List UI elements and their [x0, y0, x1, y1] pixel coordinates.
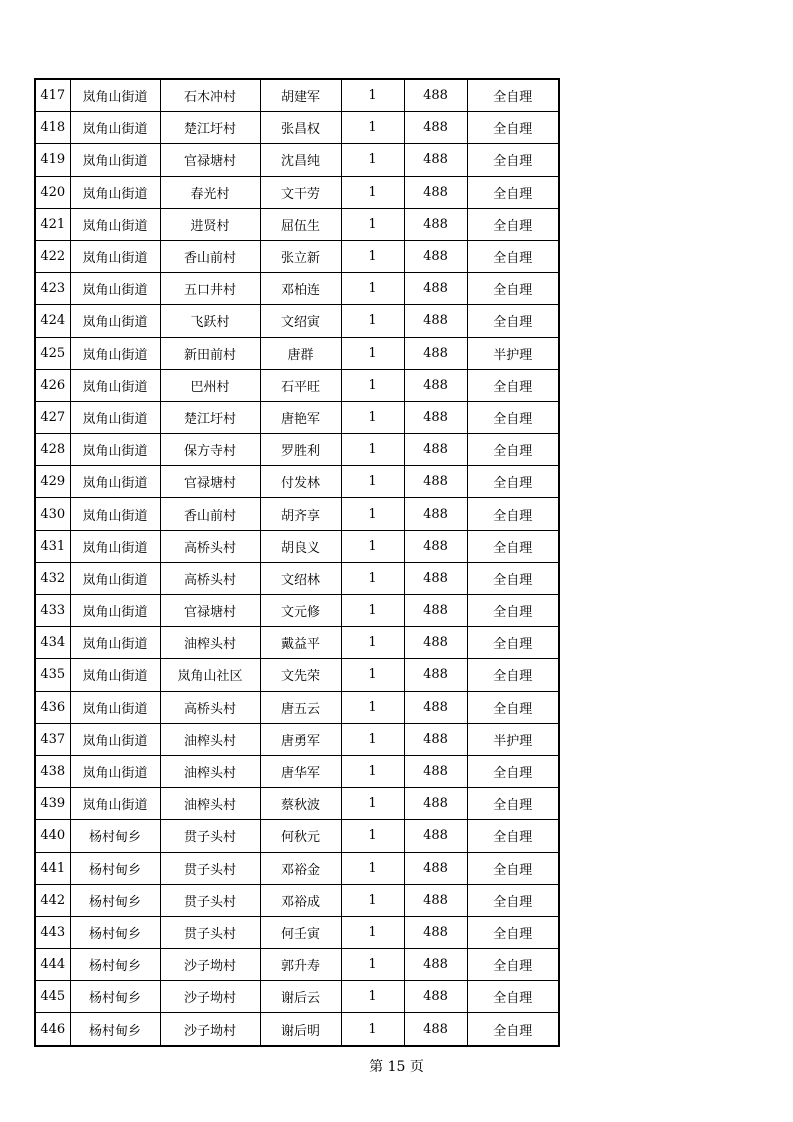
table-row [35, 273, 559, 305]
row-number-cell: 438 [35, 755, 70, 787]
care-level-cell: 全自理 [467, 144, 559, 176]
care-level-cell: 全自理 [467, 981, 559, 1013]
count-cell: 1 [341, 627, 404, 659]
table-row [35, 498, 559, 530]
count-cell: 1 [341, 1013, 404, 1046]
amount-cell: 488 [404, 498, 467, 530]
row-number-cell: 423 [35, 273, 70, 305]
care-level-cell: 全自理 [467, 659, 559, 691]
table-row [35, 401, 559, 433]
street-cell: 岚角山街道 [70, 144, 160, 176]
village-cell: 油榨头村 [160, 627, 260, 659]
name-cell: 唐华军 [260, 755, 341, 787]
street-cell: 岚角山街道 [70, 401, 160, 433]
table-row [35, 466, 559, 498]
name-cell: 戴益平 [260, 627, 341, 659]
care-level-cell: 全自理 [467, 112, 559, 144]
count-cell: 1 [341, 530, 404, 562]
count-cell: 1 [341, 562, 404, 594]
table-row [35, 144, 559, 176]
amount-cell: 488 [404, 176, 467, 208]
row-number-cell: 426 [35, 369, 70, 401]
care-level-cell: 全自理 [467, 916, 559, 948]
street-cell: 岚角山街道 [70, 305, 160, 337]
table-row [35, 981, 559, 1013]
amount-cell: 488 [404, 788, 467, 820]
row-number-cell: 439 [35, 788, 70, 820]
street-cell: 杨村甸乡 [70, 820, 160, 852]
name-cell: 谢后明 [260, 1013, 341, 1046]
name-cell: 文绍林 [260, 562, 341, 594]
street-cell: 岚角山街道 [70, 240, 160, 272]
care-level-cell: 全自理 [467, 530, 559, 562]
table-row [35, 723, 559, 755]
row-number-cell: 427 [35, 401, 70, 433]
care-level-cell: 全自理 [467, 755, 559, 787]
table-row [35, 79, 559, 112]
village-cell: 高桥头村 [160, 530, 260, 562]
name-cell: 文元修 [260, 595, 341, 627]
care-level-cell: 全自理 [467, 273, 559, 305]
name-cell: 唐勇军 [260, 723, 341, 755]
table-row [35, 305, 559, 337]
amount-cell: 488 [404, 691, 467, 723]
row-number-cell: 441 [35, 852, 70, 884]
village-cell: 沙子坳村 [160, 1013, 260, 1046]
name-cell: 何秋元 [260, 820, 341, 852]
street-cell: 岚角山街道 [70, 369, 160, 401]
street-cell: 岚角山街道 [70, 755, 160, 787]
care-level-cell: 全自理 [467, 627, 559, 659]
row-number-cell: 446 [35, 1013, 70, 1046]
name-cell: 唐五云 [260, 691, 341, 723]
table-row [35, 659, 559, 691]
street-cell: 岚角山街道 [70, 112, 160, 144]
row-number-cell: 436 [35, 691, 70, 723]
row-number-cell: 445 [35, 981, 70, 1013]
name-cell: 文干劳 [260, 176, 341, 208]
row-number-cell: 437 [35, 723, 70, 755]
village-cell: 飞跃村 [160, 305, 260, 337]
care-level-cell: 全自理 [467, 305, 559, 337]
row-number-cell: 435 [35, 659, 70, 691]
village-cell: 沙子坳村 [160, 981, 260, 1013]
village-cell: 高桥头村 [160, 562, 260, 594]
street-cell: 岚角山街道 [70, 434, 160, 466]
amount-cell: 488 [404, 884, 467, 916]
care-level-cell: 全自理 [467, 691, 559, 723]
amount-cell: 488 [404, 434, 467, 466]
amount-cell: 488 [404, 755, 467, 787]
name-cell: 文绍寅 [260, 305, 341, 337]
village-cell: 春光村 [160, 176, 260, 208]
count-cell: 1 [341, 305, 404, 337]
care-level-cell: 全自理 [467, 176, 559, 208]
row-number-cell: 434 [35, 627, 70, 659]
name-cell: 张昌权 [260, 112, 341, 144]
street-cell: 岚角山街道 [70, 498, 160, 530]
street-cell: 岚角山街道 [70, 273, 160, 305]
name-cell: 罗胜利 [260, 434, 341, 466]
count-cell: 1 [341, 176, 404, 208]
care-level-cell: 全自理 [467, 79, 559, 112]
table-row [35, 176, 559, 208]
amount-cell: 488 [404, 144, 467, 176]
village-cell: 官禄塘村 [160, 595, 260, 627]
amount-cell: 488 [404, 981, 467, 1013]
village-cell: 进贤村 [160, 208, 260, 240]
amount-cell: 488 [404, 466, 467, 498]
name-cell: 石平旺 [260, 369, 341, 401]
count-cell: 1 [341, 144, 404, 176]
village-cell: 高桥头村 [160, 691, 260, 723]
count-cell: 1 [341, 79, 404, 112]
row-number-cell: 421 [35, 208, 70, 240]
amount-cell: 488 [404, 1013, 467, 1046]
amount-cell: 488 [404, 369, 467, 401]
count-cell: 1 [341, 755, 404, 787]
village-cell: 油榨头村 [160, 723, 260, 755]
name-cell: 胡建军 [260, 79, 341, 112]
row-number-cell: 444 [35, 949, 70, 981]
care-level-cell: 全自理 [467, 1013, 559, 1046]
village-cell: 五口井村 [160, 273, 260, 305]
count-cell: 1 [341, 788, 404, 820]
table-row [35, 562, 559, 594]
row-number-cell: 422 [35, 240, 70, 272]
village-cell: 石木冲村 [160, 79, 260, 112]
street-cell: 岚角山街道 [70, 79, 160, 112]
name-cell: 唐群 [260, 337, 341, 369]
street-cell: 岚角山街道 [70, 691, 160, 723]
amount-cell: 488 [404, 595, 467, 627]
care-level-cell: 全自理 [467, 466, 559, 498]
street-cell: 杨村甸乡 [70, 1013, 160, 1046]
count-cell: 1 [341, 691, 404, 723]
care-level-cell: 全自理 [467, 852, 559, 884]
name-cell: 邓裕金 [260, 852, 341, 884]
name-cell: 邓柏连 [260, 273, 341, 305]
row-number-cell: 425 [35, 337, 70, 369]
care-level-cell: 半护理 [467, 337, 559, 369]
row-number-cell: 417 [35, 79, 70, 112]
name-cell: 邓裕成 [260, 884, 341, 916]
village-cell: 巴州村 [160, 369, 260, 401]
count-cell: 1 [341, 466, 404, 498]
village-cell: 保方寺村 [160, 434, 260, 466]
name-cell: 郭升寿 [260, 949, 341, 981]
street-cell: 杨村甸乡 [70, 884, 160, 916]
amount-cell: 488 [404, 401, 467, 433]
care-level-cell: 全自理 [467, 240, 559, 272]
village-cell: 楚江圩村 [160, 401, 260, 433]
count-cell: 1 [341, 820, 404, 852]
table-row [35, 595, 559, 627]
village-cell: 新田前村 [160, 337, 260, 369]
row-number-cell: 440 [35, 820, 70, 852]
table-row [35, 240, 559, 272]
village-cell: 沙子坳村 [160, 949, 260, 981]
amount-cell: 488 [404, 273, 467, 305]
count-cell: 1 [341, 916, 404, 948]
care-level-cell: 全自理 [467, 562, 559, 594]
count-cell: 1 [341, 659, 404, 691]
street-cell: 岚角山街道 [70, 659, 160, 691]
amount-cell: 488 [404, 305, 467, 337]
street-cell: 岚角山街道 [70, 530, 160, 562]
table-row [35, 788, 559, 820]
count-cell: 1 [341, 240, 404, 272]
street-cell: 岚角山街道 [70, 627, 160, 659]
row-number-cell: 428 [35, 434, 70, 466]
street-cell: 岚角山街道 [70, 595, 160, 627]
count-cell: 1 [341, 208, 404, 240]
name-cell: 何壬寅 [260, 916, 341, 948]
amount-cell: 488 [404, 337, 467, 369]
count-cell: 1 [341, 595, 404, 627]
amount-cell: 488 [404, 949, 467, 981]
name-cell: 谢后云 [260, 981, 341, 1013]
care-level-cell: 全自理 [467, 498, 559, 530]
table-row [35, 884, 559, 916]
care-level-cell: 全自理 [467, 369, 559, 401]
table-row [35, 916, 559, 948]
street-cell: 杨村甸乡 [70, 981, 160, 1013]
amount-cell: 488 [404, 723, 467, 755]
row-number-cell: 430 [35, 498, 70, 530]
street-cell: 岚角山街道 [70, 723, 160, 755]
table-row [35, 434, 559, 466]
care-level-cell: 全自理 [467, 949, 559, 981]
village-cell: 香山前村 [160, 498, 260, 530]
amount-cell: 488 [404, 79, 467, 112]
records-table [34, 78, 560, 1047]
amount-cell: 488 [404, 240, 467, 272]
amount-cell: 488 [404, 530, 467, 562]
village-cell: 岚角山社区 [160, 659, 260, 691]
row-number-cell: 442 [35, 884, 70, 916]
row-number-cell: 420 [35, 176, 70, 208]
care-level-cell: 全自理 [467, 788, 559, 820]
table-row [35, 369, 559, 401]
count-cell: 1 [341, 498, 404, 530]
page-number: 第 15 页 [369, 1059, 424, 1075]
village-cell: 油榨头村 [160, 788, 260, 820]
count-cell: 1 [341, 981, 404, 1013]
village-cell: 油榨头村 [160, 755, 260, 787]
row-number-cell: 419 [35, 144, 70, 176]
name-cell: 张立新 [260, 240, 341, 272]
row-number-cell: 433 [35, 595, 70, 627]
count-cell: 1 [341, 852, 404, 884]
street-cell: 岚角山街道 [70, 208, 160, 240]
count-cell: 1 [341, 337, 404, 369]
care-level-cell: 全自理 [467, 401, 559, 433]
row-number-cell: 424 [35, 305, 70, 337]
village-cell: 贯子头村 [160, 884, 260, 916]
amount-cell: 488 [404, 562, 467, 594]
table-row [35, 691, 559, 723]
village-cell: 贯子头村 [160, 916, 260, 948]
amount-cell: 488 [404, 112, 467, 144]
village-cell: 贯子头村 [160, 820, 260, 852]
count-cell: 1 [341, 434, 404, 466]
name-cell: 屈伍生 [260, 208, 341, 240]
amount-cell: 488 [404, 659, 467, 691]
amount-cell: 488 [404, 852, 467, 884]
street-cell: 杨村甸乡 [70, 949, 160, 981]
street-cell: 岚角山街道 [70, 466, 160, 498]
row-number-cell: 431 [35, 530, 70, 562]
count-cell: 1 [341, 273, 404, 305]
table-row [35, 820, 559, 852]
table-row [35, 627, 559, 659]
amount-cell: 488 [404, 627, 467, 659]
care-level-cell: 全自理 [467, 208, 559, 240]
name-cell: 胡齐享 [260, 498, 341, 530]
name-cell: 胡良义 [260, 530, 341, 562]
amount-cell: 488 [404, 916, 467, 948]
count-cell: 1 [341, 949, 404, 981]
amount-cell: 488 [404, 820, 467, 852]
care-level-cell: 全自理 [467, 595, 559, 627]
name-cell: 付发林 [260, 466, 341, 498]
table-row [35, 1013, 559, 1046]
row-number-cell: 429 [35, 466, 70, 498]
village-cell: 楚江圩村 [160, 112, 260, 144]
care-level-cell: 全自理 [467, 820, 559, 852]
name-cell: 文先荣 [260, 659, 341, 691]
count-cell: 1 [341, 723, 404, 755]
table-row [35, 949, 559, 981]
street-cell: 岚角山街道 [70, 176, 160, 208]
table-row [35, 337, 559, 369]
village-cell: 贯子头村 [160, 852, 260, 884]
street-cell: 岚角山街道 [70, 337, 160, 369]
table-row [35, 755, 559, 787]
table-row [35, 530, 559, 562]
village-cell: 香山前村 [160, 240, 260, 272]
street-cell: 岚角山街道 [70, 562, 160, 594]
count-cell: 1 [341, 112, 404, 144]
count-cell: 1 [341, 369, 404, 401]
records-table-body [35, 79, 559, 1046]
village-cell: 官禄塘村 [160, 144, 260, 176]
street-cell: 杨村甸乡 [70, 852, 160, 884]
name-cell: 沈昌纯 [260, 144, 341, 176]
care-level-cell: 半护理 [467, 723, 559, 755]
care-level-cell: 全自理 [467, 884, 559, 916]
village-cell: 官禄塘村 [160, 466, 260, 498]
street-cell: 杨村甸乡 [70, 916, 160, 948]
table-row [35, 112, 559, 144]
count-cell: 1 [341, 401, 404, 433]
row-number-cell: 443 [35, 916, 70, 948]
table-row [35, 208, 559, 240]
row-number-cell: 432 [35, 562, 70, 594]
street-cell: 岚角山街道 [70, 788, 160, 820]
amount-cell: 488 [404, 208, 467, 240]
name-cell: 蔡秋波 [260, 788, 341, 820]
row-number-cell: 418 [35, 112, 70, 144]
count-cell: 1 [341, 884, 404, 916]
table-row [35, 852, 559, 884]
name-cell: 唐艳军 [260, 401, 341, 433]
care-level-cell: 全自理 [467, 434, 559, 466]
